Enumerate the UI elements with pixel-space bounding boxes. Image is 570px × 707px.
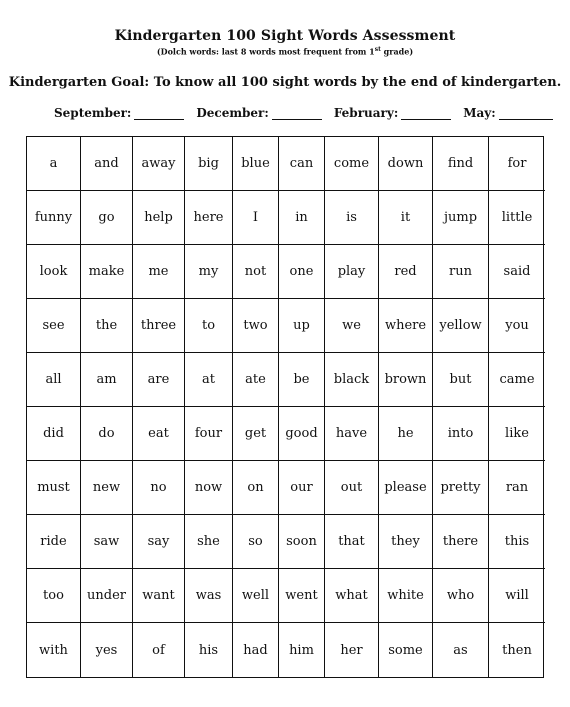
sight-word-cell: came bbox=[489, 353, 545, 407]
date-blank-september[interactable] bbox=[134, 107, 184, 120]
sight-word-cell: please bbox=[379, 461, 433, 515]
page-title: Kindergarten 100 Sight Words Assessment bbox=[114, 28, 456, 44]
sight-word-cell: ate bbox=[233, 353, 279, 407]
sight-word-cell: they bbox=[379, 515, 433, 569]
sight-word-cell: me bbox=[133, 245, 185, 299]
sight-word-cell: help bbox=[133, 191, 185, 245]
sight-word-cell: some bbox=[379, 623, 433, 677]
sight-word-cell: little bbox=[489, 191, 545, 245]
sight-word-cell: that bbox=[325, 515, 379, 569]
sight-word-cell: ride bbox=[27, 515, 81, 569]
sight-word-cell: her bbox=[325, 623, 379, 677]
sight-word-cell: who bbox=[433, 569, 489, 623]
sight-word-cell: then bbox=[502, 642, 532, 658]
sight-word-cell: four bbox=[185, 407, 233, 461]
sight-word-cell: yes bbox=[81, 623, 133, 677]
subtitle-superscript: st bbox=[374, 46, 381, 53]
sight-word-cell: up bbox=[279, 299, 325, 353]
date-label-december: December: bbox=[196, 106, 269, 120]
sight-word-cell: two bbox=[233, 299, 279, 353]
sight-word-cell: three bbox=[133, 299, 185, 353]
sight-word-cell: funny bbox=[27, 191, 81, 245]
goal-statement: Kindergarten Goal: To know all 100 sight words by the end of kindergarten. bbox=[8, 75, 562, 90]
sight-word-cell: but bbox=[433, 353, 489, 407]
sight-word-cell: pretty bbox=[433, 461, 489, 515]
sight-word-cell: you bbox=[489, 299, 545, 353]
sight-word-cell: there bbox=[433, 515, 489, 569]
sight-word-cell: must bbox=[27, 461, 81, 515]
sight-word-cell: into bbox=[433, 407, 489, 461]
sight-word-cell: look bbox=[27, 245, 81, 299]
sight-word-cell: say bbox=[133, 515, 185, 569]
sight-word-cell: soon bbox=[279, 515, 325, 569]
sight-word-cell: it bbox=[379, 191, 433, 245]
date-label-may: May: bbox=[463, 106, 496, 120]
sight-word-cell: for bbox=[489, 137, 545, 191]
sight-word-cell: away bbox=[133, 137, 185, 191]
sight-word-cell: all bbox=[27, 353, 81, 407]
sight-word-cell: on bbox=[233, 461, 279, 515]
sight-word-cell: at bbox=[185, 353, 233, 407]
sight-word-cell: have bbox=[325, 407, 379, 461]
sight-word-cell: blue bbox=[233, 137, 279, 191]
sight-word-cell: a bbox=[27, 137, 81, 191]
sight-word-cell: get bbox=[233, 407, 279, 461]
date-field-december[interactable] bbox=[196, 106, 321, 120]
date-label-february: February: bbox=[333, 106, 399, 120]
date-blank-december[interactable] bbox=[272, 107, 322, 120]
sight-word-cell: as bbox=[433, 623, 489, 677]
sight-word-cell: down bbox=[379, 137, 433, 191]
sight-word-cell: did bbox=[27, 407, 81, 461]
date-field-september[interactable] bbox=[54, 106, 184, 120]
sight-word-cell: not bbox=[233, 245, 279, 299]
sight-word-cell: go bbox=[81, 191, 133, 245]
date-field-february[interactable] bbox=[334, 106, 451, 120]
sight-word-cell: white bbox=[379, 569, 433, 623]
sight-word-cell: our bbox=[279, 461, 325, 515]
sight-word-cell: run bbox=[433, 245, 489, 299]
sight-word-cell: am bbox=[81, 353, 133, 407]
sight-word-cell: him bbox=[279, 623, 325, 677]
sight-word-cell: had bbox=[233, 623, 279, 677]
sight-word-cell: ran bbox=[489, 461, 545, 515]
sight-word-cell: want bbox=[133, 569, 185, 623]
sight-word-cell: will bbox=[489, 569, 545, 623]
sight-word-cell: saw bbox=[81, 515, 133, 569]
sight-words-grid bbox=[26, 136, 544, 678]
subtitle-end-text: grade) bbox=[380, 46, 414, 57]
sight-word-cell: yellow bbox=[433, 299, 489, 353]
sight-word-cell: out bbox=[325, 461, 379, 515]
sight-word-cell: said bbox=[489, 245, 545, 299]
sight-word-cell: to bbox=[185, 299, 233, 353]
sight-word-cell: what bbox=[325, 569, 379, 623]
sight-word-cell: this bbox=[489, 515, 545, 569]
sight-word-cell: black bbox=[325, 353, 379, 407]
sight-word-cell: is bbox=[325, 191, 379, 245]
sight-word-cell: big bbox=[185, 137, 233, 191]
sight-word-cell: of bbox=[133, 623, 185, 677]
sight-word-cell: eat bbox=[133, 407, 185, 461]
sight-word-cell: are bbox=[133, 353, 185, 407]
sight-word-cell: in bbox=[279, 191, 325, 245]
sight-word-cell: make bbox=[81, 245, 133, 299]
sight-word-cell: no bbox=[133, 461, 185, 515]
sight-word-cell: under bbox=[81, 569, 133, 623]
assessment-dates bbox=[54, 106, 524, 120]
sight-word-cell: he bbox=[379, 407, 433, 461]
sight-word-cell: come bbox=[325, 137, 379, 191]
sight-word-cell: can bbox=[279, 137, 325, 191]
sight-word-cell: so bbox=[233, 515, 279, 569]
sight-word-cell: good bbox=[279, 407, 325, 461]
sight-word-cell: red bbox=[379, 245, 433, 299]
sight-word-cell: my bbox=[185, 245, 233, 299]
sight-word-cell: with bbox=[27, 623, 81, 677]
subtitle-main-text: (Dolch words: last 8 words most frequent from 1 bbox=[156, 46, 375, 57]
page-subtitle bbox=[0, 46, 570, 57]
sight-word-cell: here bbox=[185, 191, 233, 245]
date-blank-february[interactable] bbox=[401, 107, 451, 120]
sight-word-cell: be bbox=[279, 353, 325, 407]
sight-word-cell: his bbox=[185, 623, 233, 677]
sight-word-cell: find bbox=[433, 137, 489, 191]
sight-word-cell: where bbox=[379, 299, 433, 353]
sight-word-cell: new bbox=[81, 461, 133, 515]
date-field-may[interactable] bbox=[463, 106, 552, 120]
sight-word-cell: was bbox=[185, 569, 233, 623]
sight-word-cell: went bbox=[279, 569, 325, 623]
sight-word-cell: and bbox=[81, 137, 133, 191]
sight-word-cell: well bbox=[233, 569, 279, 623]
sight-word-cell: one bbox=[279, 245, 325, 299]
sight-word-cell: we bbox=[325, 299, 379, 353]
sight-word-cell: too bbox=[27, 569, 81, 623]
sight-word-cell: I bbox=[233, 191, 279, 245]
sight-word-cell: jump bbox=[433, 191, 489, 245]
sight-word-cell: brown bbox=[379, 353, 433, 407]
sight-word-cell: play bbox=[325, 245, 379, 299]
sight-word-cell: she bbox=[185, 515, 233, 569]
sight-word-cell: do bbox=[81, 407, 133, 461]
sight-word-cell: see bbox=[27, 299, 81, 353]
date-label-september: September: bbox=[54, 106, 132, 120]
date-blank-may[interactable] bbox=[499, 107, 553, 120]
sight-word-cell: like bbox=[489, 407, 545, 461]
sight-word-cell: the bbox=[81, 299, 133, 353]
sight-word-cell: now bbox=[185, 461, 233, 515]
